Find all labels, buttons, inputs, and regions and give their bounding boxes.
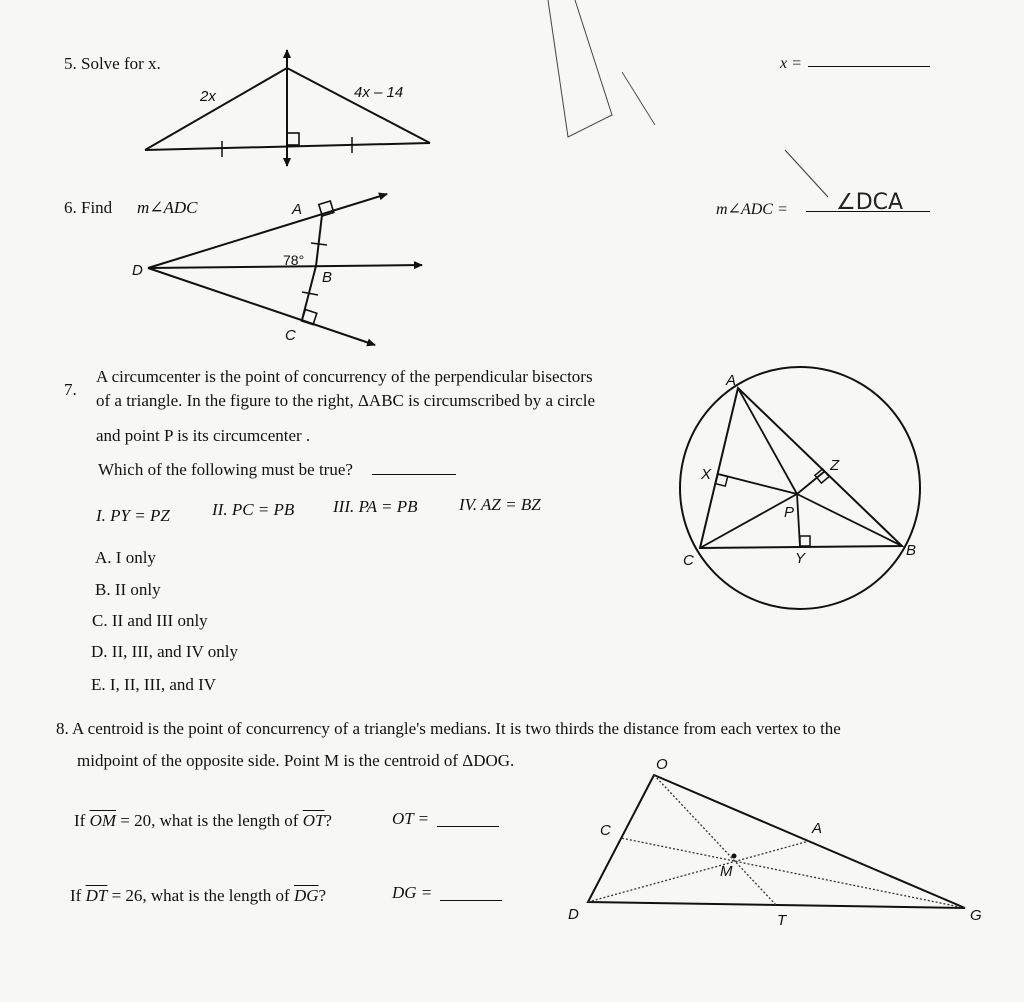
- q8-part2-given: = 26, what is the length of: [111, 886, 290, 905]
- q8-label-D: D: [568, 906, 579, 923]
- q8-label-O: O: [656, 756, 668, 773]
- q8-part1-if: If: [74, 811, 86, 830]
- q7-statement-2: II. PC = PB: [212, 500, 295, 519]
- q8-part2-seg-DG: $\overline{DG}$: [293, 886, 319, 905]
- q7-statement-3: III. PA = PB: [333, 497, 418, 516]
- q8-label-G: G: [970, 907, 982, 924]
- q6-angle-expression: m∠ADC: [137, 198, 198, 217]
- q5-label-right: 4x – 14: [354, 84, 404, 101]
- q8-part2-answer-label: DG =: [392, 883, 433, 902]
- q8-part1-answer-label: OT =: [392, 809, 430, 828]
- q8-part1-given: = 20, what is the length of: [120, 811, 299, 830]
- q7-choice-e[interactable]: E. I, II, III, and IV: [91, 675, 217, 694]
- q8-part2-if: If: [70, 886, 82, 905]
- q7-label-B: B: [906, 542, 917, 559]
- q5-prompt: 5. Solve for x.: [64, 54, 161, 73]
- q7-choice-a[interactable]: A. I only: [95, 548, 156, 567]
- q7-choice-c[interactable]: C. II and III only: [92, 611, 208, 630]
- q6-label-A: A: [292, 201, 303, 218]
- q7-statement-1: I. PY = PZ: [96, 506, 170, 525]
- q8-part2-q: ?: [318, 886, 327, 905]
- q6-label-B: B: [322, 269, 333, 286]
- q6-label-D: D: [132, 262, 143, 279]
- q8-label-M: M: [720, 863, 733, 880]
- q6-answer-label: m∠ADC =: [716, 201, 788, 218]
- q6-angle-78: 78°: [283, 252, 305, 268]
- q7-label-Z: Z: [830, 457, 840, 474]
- q8-part1-q: ?: [324, 811, 332, 830]
- q7-label-Y: Y: [795, 550, 806, 567]
- q6-prompt: 6. Find: [64, 198, 113, 217]
- q7-question: Which of the following must be true?: [98, 460, 353, 479]
- q8-triangle-DOG: [588, 775, 965, 908]
- q7-line-3: and point P is its circumcenter .: [96, 426, 311, 445]
- q8-centroid-M: [732, 854, 737, 859]
- q7-label-X: X: [701, 466, 712, 483]
- q7-choice-d[interactable]: D. II, III, and IV only: [91, 642, 238, 661]
- q8-median-GC: [621, 838, 965, 908]
- q8-part2-seg-DT: $\overline{DT}$: [85, 886, 108, 905]
- q8-label-A: A: [812, 820, 823, 837]
- q8-label-C: C: [600, 822, 611, 839]
- q6-label-C: C: [285, 327, 296, 344]
- q8-line-2: midpoint of the opposite side. Point M is the centroid of ΔDOG.: [77, 751, 515, 770]
- q7-line-1: A circumcenter is the point of concurrency of the perpendicular bisectors: [96, 367, 593, 386]
- q5-answer-label: x =: [780, 55, 802, 72]
- q7-label-P: P: [784, 504, 795, 521]
- q8-median-DA: [588, 841, 809, 902]
- q8-part1-seg-OM: $\overline{OM}$: [89, 811, 117, 830]
- q7-statement-4: IV. AZ = BZ: [459, 495, 541, 514]
- q7-label-A: A: [726, 372, 737, 389]
- q7-number: 7.: [64, 380, 77, 399]
- q7-line-2: of a triangle. In the figure to the right, ΔABC is circumscribed by a circle: [96, 391, 596, 410]
- q8-part1-seg-OT: $\overline{OT}$: [302, 811, 325, 830]
- q8-label-T: T: [777, 912, 787, 929]
- q7-label-C: C: [683, 552, 694, 569]
- q7-choice-b[interactable]: B. II only: [95, 580, 161, 599]
- q5-label-left: 2x: [200, 88, 216, 105]
- q6-handwritten-answer: ∠DCA: [836, 190, 904, 215]
- q8-median-OT: [654, 775, 776, 905]
- q8-line-1: 8. A centroid is the point of concurrency of a triangle's medians. It is two thirds the distance from each vertex to the: [56, 719, 841, 738]
